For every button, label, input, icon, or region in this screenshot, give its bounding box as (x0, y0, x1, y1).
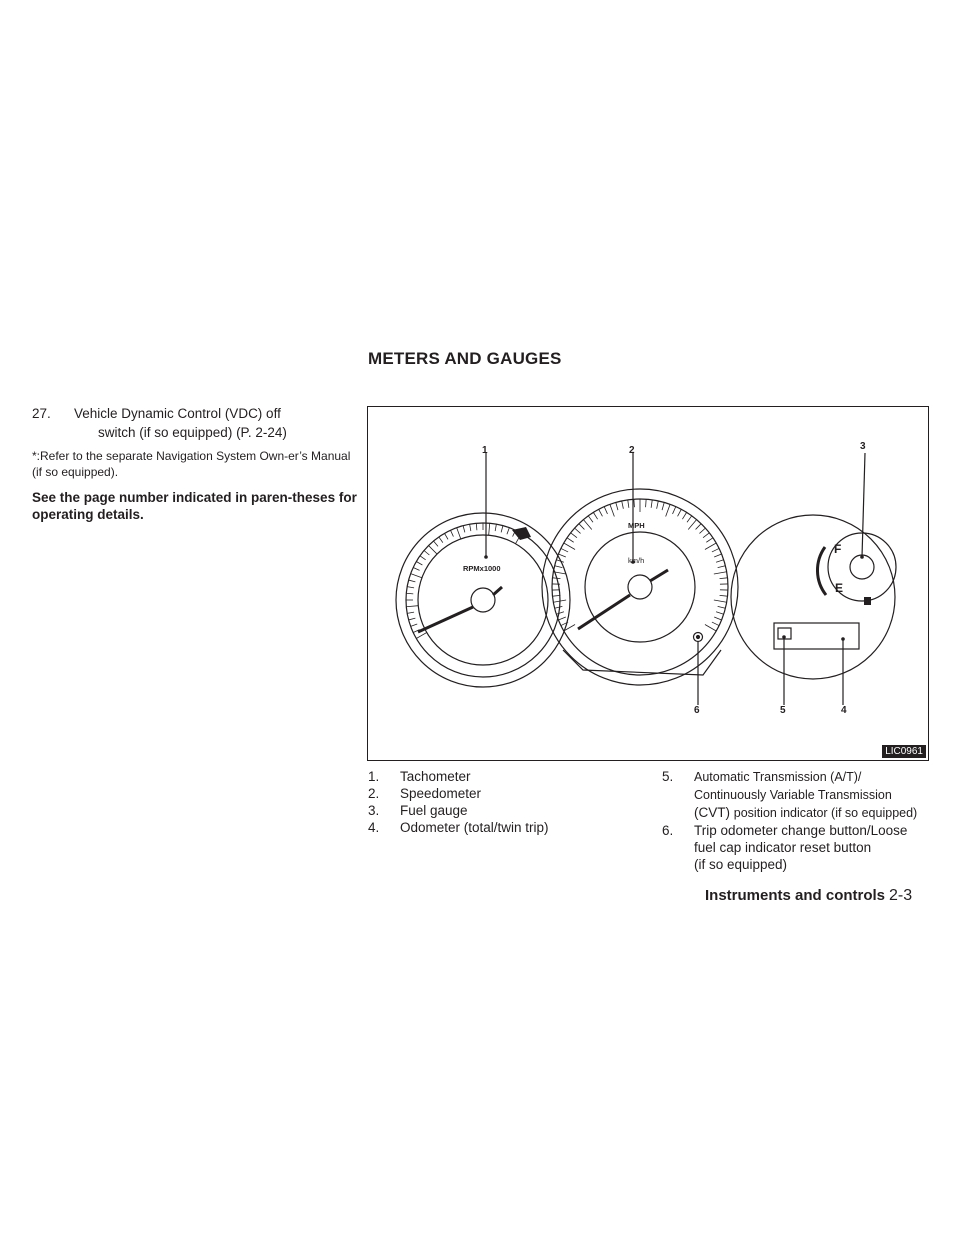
figure-id: LIC0961 (882, 745, 926, 758)
legend-item-1: 1. Tachometer (368, 769, 471, 784)
page-number: 2-3 (889, 887, 913, 904)
fuel-full-label: F (834, 542, 842, 556)
callout-6: 6 (694, 705, 700, 716)
fuel-empty-label: E (835, 581, 844, 595)
odometer-display (774, 623, 859, 649)
item-number: 27. (32, 406, 51, 421)
callout-3: 3 (860, 441, 866, 452)
fuel-pump-icon (864, 597, 871, 605)
legend-item-3: 3. Fuel gauge (368, 803, 468, 818)
callout-4: 4 (841, 705, 847, 716)
callout-2: 2 (629, 445, 635, 456)
speedometer-kmh-label: km/h (628, 556, 645, 565)
legend-item-4: 4. Odometer (total/twin trip) (368, 820, 549, 835)
tachometer-label: RPMx1000 (463, 564, 501, 573)
operating-details-note: See the page number indicated in paren-theses for operating details. (32, 490, 357, 522)
callout-5: 5 (780, 705, 786, 716)
legend-item-5: 5. Automatic Transmission (A/T)/ Continuously Variable Transmission (CVT) position indicator (if so equipped) (662, 769, 918, 820)
instrument-cluster-figure (367, 406, 929, 761)
speedometer-mph-label: MPH (628, 521, 645, 530)
speedometer-outer-ring (542, 489, 738, 685)
item-text: Vehicle Dynamic Control (VDC) off switch (if so equipped) (P. 2-24) (74, 406, 287, 440)
callout-1: 1 (482, 445, 488, 456)
left-column (32, 404, 362, 523)
footer-section: Instruments and controls (705, 887, 886, 904)
legend-left-column (368, 768, 658, 836)
tachometer-outer-ring (396, 513, 570, 687)
footnote: *:Refer to the separate Navigation System Own-er’s Manual (if so equipped). (32, 449, 351, 479)
legend-right-column (662, 768, 952, 873)
legend-item-6: 6. Trip odometer change button/Loose fuel cap indicator reset button (if so equipped) (662, 823, 908, 872)
section-title: METERS AND GAUGES (368, 349, 562, 368)
legend-item-2: 2. Speedometer (368, 786, 482, 801)
page-footer (705, 887, 912, 905)
list-item-27 (32, 404, 362, 442)
